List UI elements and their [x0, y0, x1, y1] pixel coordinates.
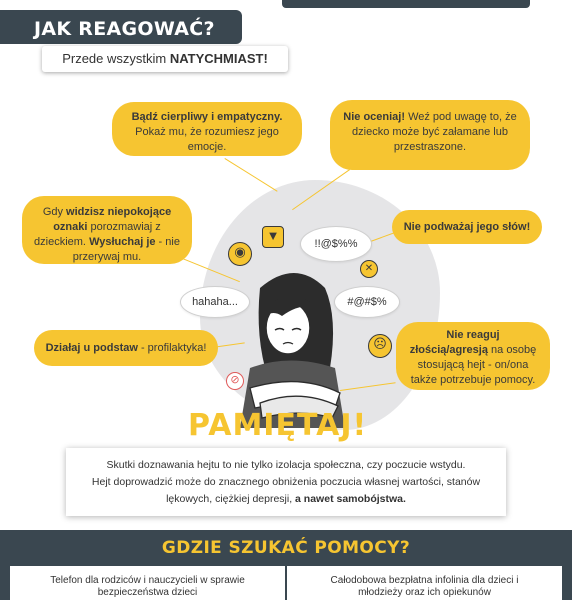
cloud-laughing: hahaha... [180, 286, 250, 318]
cloud-swearing-2: #@#$% [334, 286, 400, 318]
top-banner-fragment [282, 0, 530, 8]
help-section-title: GDZIE SZUKAĆ POMOCY? [161, 538, 411, 558]
bubble-warning-signs: Gdy widzisz niepokojące oznaki porozmawiaj z dzieckiem. Wysłuchaj je - nie przerywaj mu. [22, 196, 192, 264]
angry-face-icon: ✕ [360, 260, 378, 278]
info-line: Hejt doprowadzić może do znacznego obniżenia poczucia własnej wartości, stanów [91, 476, 481, 488]
subtitle-box [42, 46, 288, 72]
sad-face-icon: ☹ [368, 334, 392, 358]
connector-line [224, 158, 277, 192]
bubble-dont-undermine: Nie podważaj jego słów! [392, 210, 542, 244]
section-title: JAK REAGOWAĆ? [34, 18, 215, 40]
shocked-face-icon: ◉ [228, 242, 252, 266]
bubble-no-anger: Nie reaguj złością/agresją na osobę stosującą hejt - on/ona także potrzebuje pomocy. [396, 322, 550, 390]
cloud-swearing-1: !!@$%% [300, 226, 372, 262]
subtitle-text: Przede wszystkim [62, 51, 170, 66]
remember-info-box [66, 448, 506, 516]
subtitle-bold: NATYCHMIAST! [169, 51, 268, 66]
help-card-helpline: Całodobowa bezpłatna infolinia dla dzieci i młodzieży oraz ich opiekunów [287, 566, 562, 606]
thumbs-down-icon: ▼ [262, 226, 284, 248]
info-line: Skutki doznawania hejtu to nie tylko izolacja społeczna, czy poczucie wstydu. [106, 459, 466, 471]
info-line: lękowych, ciężkiej depresji, a nawet samobójstwa. [166, 493, 406, 505]
help-card-parents-phone: Telefon dla rodziców i nauczycieli w sprawie bezpieczeństwa dzieci [10, 566, 285, 606]
bubble-act-basics: Działaj u podstaw - profilaktyka! [34, 330, 218, 366]
remember-heading: PAMIĘTAJ! [188, 408, 368, 443]
bubble-be-patient: Bądź cierpliwy i empatyczny. Pokaż mu, że rozumiesz jego emocje. [112, 102, 302, 156]
no-symbol-icon: ⊘ [226, 372, 244, 390]
bubble-dont-judge: Nie oceniaj! Weź pod uwagę to, że dziecko może być załamane lub przestraszone. [330, 100, 530, 170]
